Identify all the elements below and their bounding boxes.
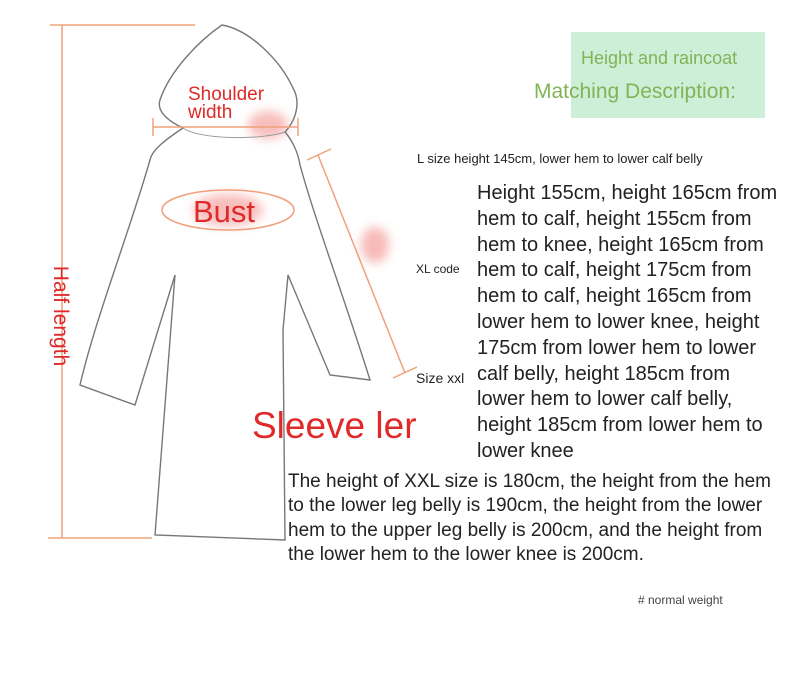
- xxl-size-label: Size xxl: [416, 370, 465, 386]
- half-length-label: Half length: [49, 265, 72, 367]
- xl-code-label: XL code: [416, 262, 460, 276]
- xxl-size-description: The height of XXL size is 180cm, the height from the hem to the lower leg belly is 190cm, the height from the lower hem to the upper leg belly is 200cm, and the height from the lower hem to the lower knee is 200cm.: [288, 471, 771, 566]
- sleeve-length-label: Sleeve ler: [252, 405, 417, 446]
- normal-weight-footnote: # normal weight: [638, 593, 723, 607]
- shoulder-label-line2: width: [188, 102, 233, 123]
- bust-label: Bust: [193, 194, 256, 229]
- xl-size-description: Height 155cm, height 165cm from hem to calf, height 155cm from hem to knee, height 165cm from hem to calf, height 175cm from hem to calf, height 165cm from lower hem to lower knee, height 175cm from lower hem to lower calf belly, height 185cm from lower hem to lower calf belly, height 185cm from lower hem to lower knee: [477, 182, 778, 462]
- l-size-line: L size height 145cm, lower hem to lower calf belly: [417, 151, 703, 166]
- badge-title: Height and raincoat: [581, 48, 738, 68]
- badge-subtitle: Matching Description:: [534, 80, 736, 103]
- sleeve-bottom-tick: [393, 367, 417, 378]
- shoulder-label-line1: Shoulder: [188, 84, 265, 105]
- shoulder-width-label: [188, 86, 264, 122]
- matching-description-badge: [571, 32, 765, 118]
- sleeve-highlight: [361, 227, 389, 263]
